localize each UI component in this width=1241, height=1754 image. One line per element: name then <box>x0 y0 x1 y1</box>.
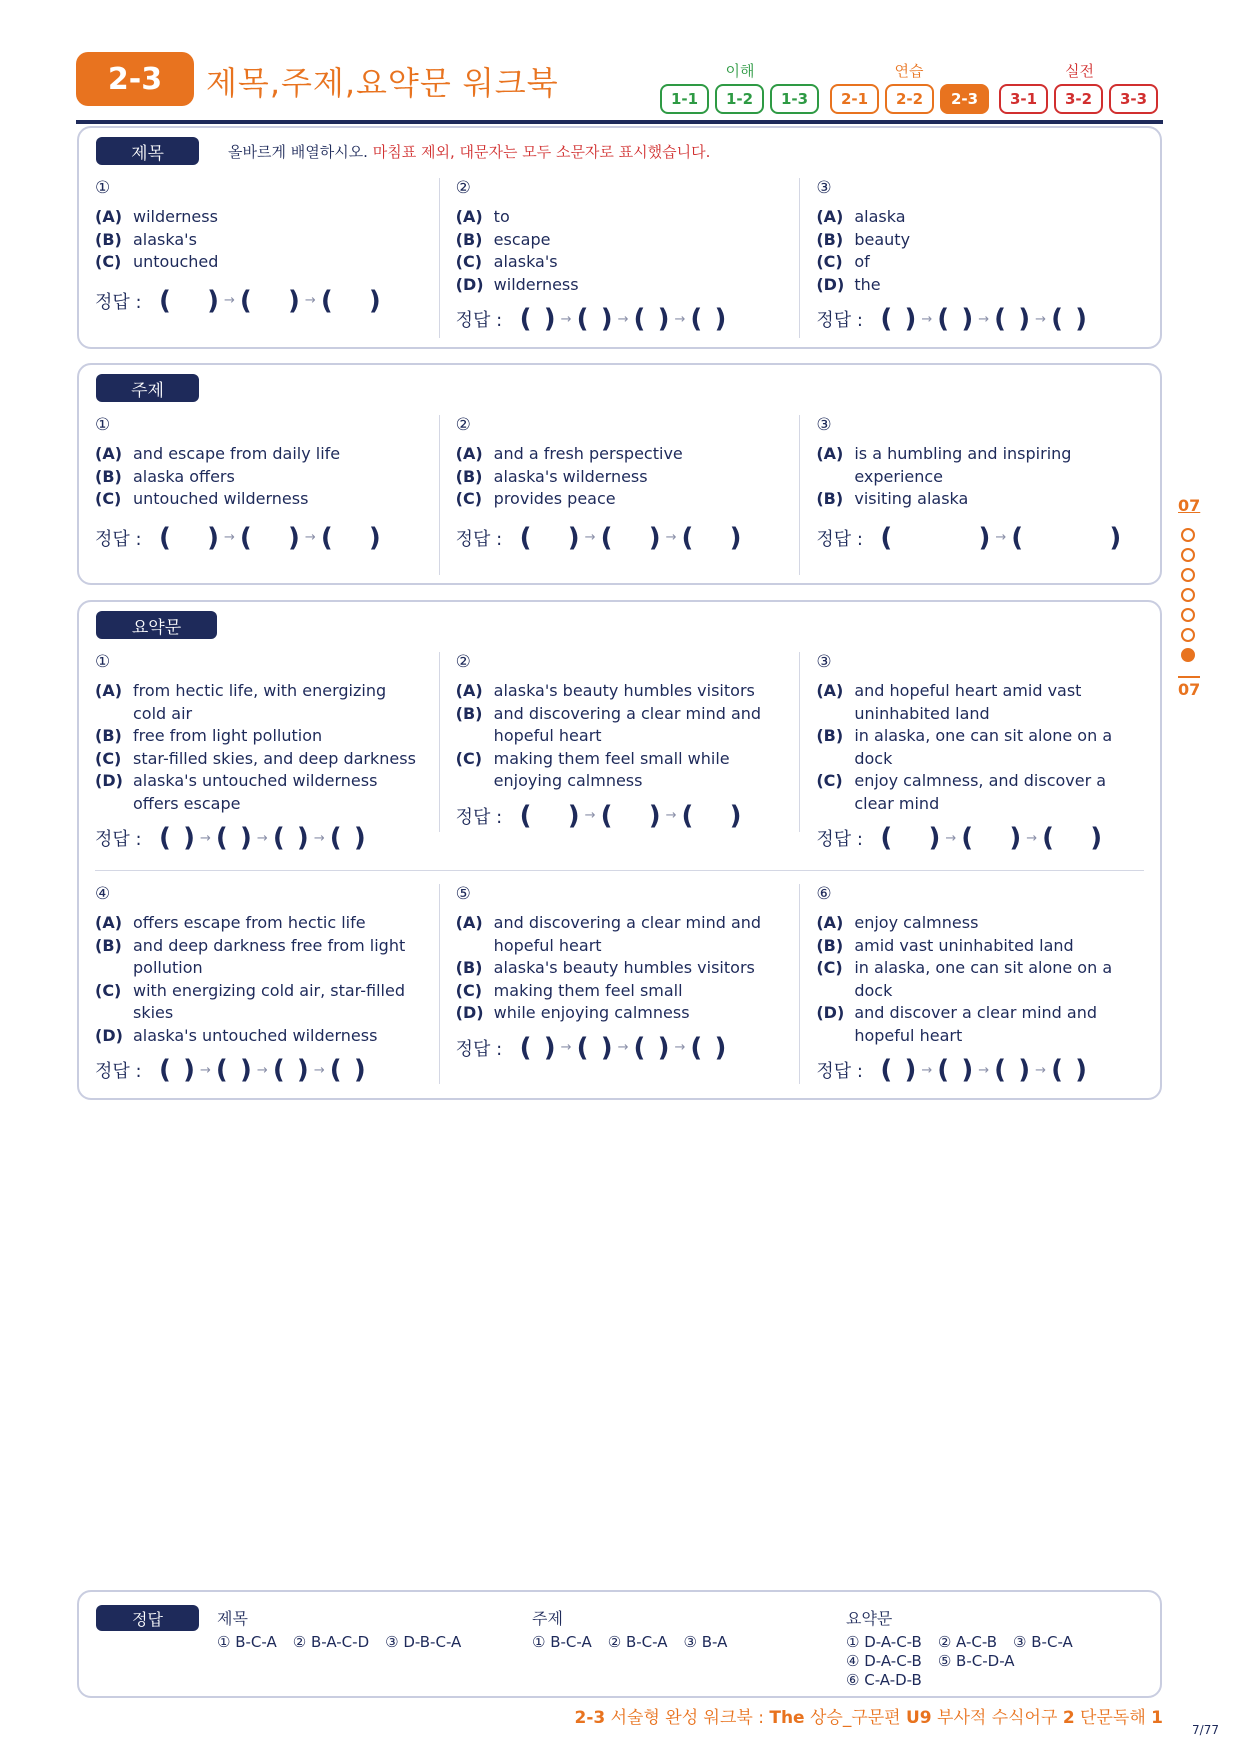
question-number: ③ <box>816 415 832 435</box>
item: (A) alaska <box>816 207 906 226</box>
answer-slots[interactable]: 정답 : ( ) → ( ) → ( ) <box>95 285 381 316</box>
side-nav-bottom-number: 07 <box>1178 676 1200 699</box>
tab-3-1[interactable]: 3-1 <box>999 84 1048 114</box>
item: (A) to <box>455 207 510 226</box>
item: (A) and escape from daily life <box>95 444 341 463</box>
answer-key-label: 정답 <box>96 1605 199 1631</box>
question-theme-1 <box>95 415 439 575</box>
section-theme <box>77 363 1162 585</box>
summary-divider <box>95 870 1144 871</box>
item: (A) and hopeful heart amid vast uninhabited land <box>816 681 1082 723</box>
item: (C) with energizing cold air, star-filled skies <box>95 980 405 1022</box>
answer-heading: 요약문 <box>846 1609 893 1628</box>
footer-title: 2-3 서술형 완성 워크북 : The 상승_구문편 U9 부사적 수식어구 2 단문독해 1 <box>574 1708 1163 1728</box>
question-number: ③ <box>816 652 832 672</box>
answer-slots[interactable]: 정답 : ( ) → ( ) → ( ) <box>455 800 742 831</box>
question-title-3 <box>799 178 1144 338</box>
question-title-2 <box>439 178 800 338</box>
section-title <box>77 126 1162 349</box>
answer-slots[interactable]: 정답 : ( ) → ( ) → ( ) → ( ) <box>95 1055 366 1085</box>
section-summary <box>77 600 1162 1100</box>
question-summary-6 <box>799 884 1144 1084</box>
item: (C) untouched <box>95 252 219 271</box>
answer-slots[interactable]: 정답 : ( ) → ( ) → ( ) <box>455 522 742 553</box>
item: (C) of <box>816 252 870 271</box>
section-label-title: 제목 <box>96 137 199 165</box>
item: (A) and discovering a clear mind and hopeful heart <box>455 913 762 955</box>
answer-slots[interactable]: 정답 : ( ) → ( ) → ( ) <box>95 522 381 553</box>
item: (C) provides peace <box>455 489 616 508</box>
side-nav-dot-1[interactable] <box>1181 528 1195 542</box>
question-summary-3 <box>799 652 1144 853</box>
question-number: ② <box>455 178 471 198</box>
item: (B) beauty <box>816 229 911 249</box>
question-number: ④ <box>95 884 111 904</box>
item: (B) and deep darkness free from light pollution <box>95 935 406 977</box>
answer-heading: 제목 <box>217 1609 248 1628</box>
item: (C) enjoy calmness, and discover a clear mind <box>816 771 1107 813</box>
answer-slots[interactable]: 정답 : ( ) → ( ) → ( ) → ( ) <box>816 304 1088 334</box>
side-nav-dot-3[interactable] <box>1181 568 1195 582</box>
question-row <box>95 884 1144 1084</box>
item: (B) visiting alaska <box>816 489 969 508</box>
answer-key-theme: 주제 ① B-C-A ② B-C-A ③ B-A <box>532 1606 743 1652</box>
item: (A) is a humbling and inspiring experience <box>816 444 1072 486</box>
answer-slots[interactable]: 정답 : ( ) → ( ) → ( ) → ( ) <box>455 304 727 334</box>
answer-key-title: 제목 ① B-C-A ② B-A-C-D ③ D-B-C-A <box>217 1606 477 1652</box>
item: (C) in alaska, one can sit alone on a dock <box>816 958 1113 1000</box>
item: (D) alaska's untouched wilderness <box>95 1025 378 1045</box>
side-nav-dot-6[interactable] <box>1181 628 1195 642</box>
question-row <box>95 415 1144 575</box>
question-number: ③ <box>816 178 832 198</box>
question-number: ① <box>95 652 111 672</box>
item: (A) and a fresh perspective <box>455 444 683 463</box>
unit-badge: 2-3 <box>76 52 194 106</box>
side-nav-dot-4[interactable] <box>1181 588 1195 602</box>
answer-slots[interactable]: 정답 : ( ) → ( ) → ( ) → ( ) <box>816 1055 1088 1085</box>
instruction-note: 마침표 제외, 대문자는 모두 소문자로 표시했습니다. <box>367 143 711 161</box>
tabs-practice <box>830 84 989 114</box>
item: (D) alaska's untouched wilderness offers escape <box>95 771 378 813</box>
item: (A) alaska's beauty humbles visitors <box>455 681 755 700</box>
tab-2-2[interactable]: 2-2 <box>885 84 934 114</box>
item: (C) untouched wilderness <box>95 489 309 508</box>
group-label-real: 실전 <box>1065 62 1094 80</box>
tab-1-1[interactable]: 1-1 <box>660 84 709 114</box>
question-theme-3 <box>799 415 1144 575</box>
header-divider <box>76 120 1163 124</box>
tab-3-3[interactable]: 3-3 <box>1109 84 1158 114</box>
question-number: ⑥ <box>816 884 832 904</box>
tabs-understand <box>660 84 819 114</box>
tab-1-2[interactable]: 1-2 <box>715 84 764 114</box>
page-number: 7/77 <box>1192 1723 1219 1737</box>
item: (C) star-filled skies, and deep darkness <box>95 748 416 768</box>
question-summary-1 <box>95 652 439 853</box>
answer-heading: 주제 <box>532 1609 563 1628</box>
question-row <box>95 178 1144 338</box>
tab-2-1[interactable]: 2-1 <box>830 84 879 114</box>
tab-3-2[interactable]: 3-2 <box>1054 84 1103 114</box>
item: (B) alaska's beauty humbles visitors <box>455 958 755 977</box>
item: (D) while enjoying calmness <box>455 1003 690 1022</box>
tab-1-3[interactable]: 1-3 <box>770 84 819 114</box>
group-label-understand: 이해 <box>725 62 755 80</box>
answer-key-summary: 요약문 ① D-A-C-B ② A-C-B ③ B-C-A ④ D-A-C-B ⑤ B-C-D-A ⑥ C-A-D-B <box>846 1606 1089 1690</box>
question-summary-4 <box>95 884 439 1084</box>
item: (C) alaska's <box>455 252 558 271</box>
item: (D) and discover a clear mind and hopeful heart <box>816 1003 1097 1045</box>
item: (B) and discovering a clear mind and hopeful heart <box>455 703 762 745</box>
group-label-practice: 연습 <box>894 62 924 80</box>
instruction <box>228 141 710 162</box>
question-title-1 <box>95 178 439 338</box>
tab-2-3[interactable]: 2-3 <box>940 84 989 114</box>
side-nav-dot-7-active[interactable] <box>1181 648 1195 662</box>
question-number: ① <box>95 415 111 435</box>
item: (B) free from light pollution <box>95 726 323 745</box>
question-summary-5 <box>439 884 800 1084</box>
instruction-main: 올바르게 배열하시오. <box>228 143 368 161</box>
item: (C) making them feel small <box>455 980 683 1000</box>
item: (B) amid vast uninhabited land <box>816 935 1074 955</box>
item: (B) in alaska, one can sit alone on a dock <box>816 726 1113 768</box>
item: (D) the <box>816 274 881 294</box>
side-nav-dot-5[interactable] <box>1181 608 1195 622</box>
item: (A) offers escape from hectic life <box>95 913 366 932</box>
answer-slots[interactable]: 정답 : ( ) → ( ) → ( ) → ( ) <box>95 823 366 853</box>
question-number: ⑤ <box>455 884 471 904</box>
answer-slots[interactable]: 정답 : ( ) → ( ) → ( ) → ( ) <box>455 1032 727 1063</box>
item: (A) wilderness <box>95 207 218 226</box>
tabs-real <box>999 84 1158 114</box>
item: (C) making them feel small while enjoying calmness <box>455 748 730 790</box>
question-summary-2 <box>439 652 800 832</box>
item: (B) alaska's <box>95 229 197 249</box>
answer-slots[interactable]: 정답 : ( ) → ( ) <box>816 522 1122 553</box>
page-title: 제목,주제,요약문 워크북 <box>206 64 559 102</box>
section-label-theme: 주제 <box>96 374 199 402</box>
side-nav-top-number: 07 <box>1178 496 1201 515</box>
item: (B) alaska's wilderness <box>455 466 648 486</box>
answer-key-box <box>77 1590 1162 1698</box>
item: (A) enjoy calmness <box>816 913 979 932</box>
item: (B) escape <box>455 229 551 249</box>
question-number: ② <box>455 652 471 672</box>
item: (B) alaska offers <box>95 466 235 486</box>
question-row <box>95 652 1144 853</box>
question-number: ② <box>455 415 471 435</box>
side-nav-dot-2[interactable] <box>1181 548 1195 562</box>
item: (A) from hectic life, with energizing cold air <box>95 681 387 723</box>
question-theme-2 <box>439 415 800 575</box>
section-label-summary: 요약문 <box>96 611 217 639</box>
item: (D) wilderness <box>455 274 579 294</box>
question-number: ① <box>95 178 111 198</box>
answer-slots[interactable]: 정답 : ( ) → ( ) → ( ) <box>816 823 1103 853</box>
